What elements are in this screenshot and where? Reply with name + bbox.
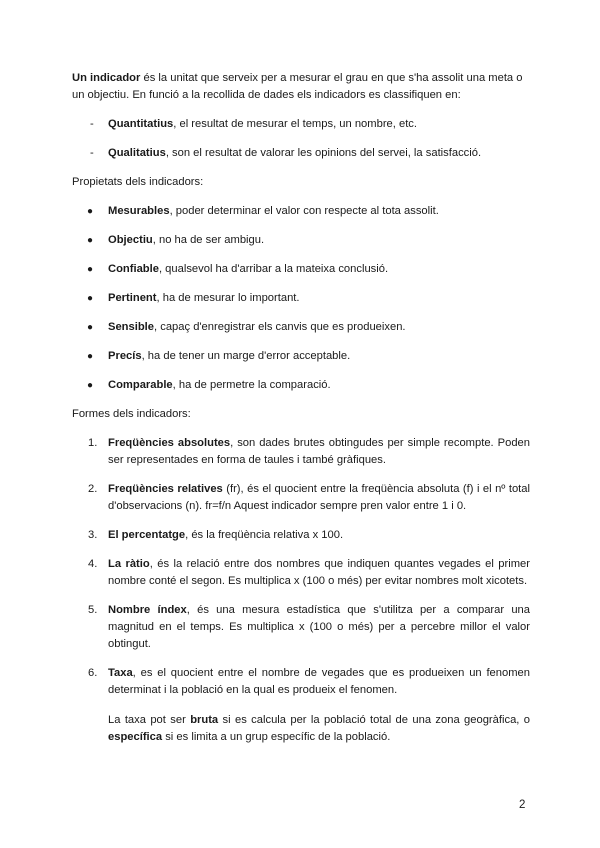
list-item [72,435,530,469]
properties-heading: Propietats dels indicadors: [72,176,204,188]
item-term: Sensible [108,321,155,333]
bullet-marker: ● [87,380,94,391]
item-term: El percentatge [108,529,186,541]
forms-heading: Formes dels indicadors: [72,408,191,420]
document-page [72,70,530,758]
item-term: Pertinent [108,292,157,304]
list-item [72,665,530,746]
list-item [72,348,530,365]
item-term: La ràtio [108,558,150,570]
item-text: (fr), és el quocient entre la freqüència absoluta (f) i el nº total d'observacions (n). fr=f/n Aquest indicador sempre pren valor entre 1 i 0. [108,483,531,512]
dash-marker: - [90,147,94,159]
number-marker: 2. [88,483,98,495]
item-term: Freqüències absolutes [108,437,231,449]
item-text: , el resultat de mesurar el temps, un nombre, etc. [173,118,418,130]
number-marker: 6. [88,667,98,679]
bullet-marker: ● [87,206,94,217]
taxa-note-mid: si es calcula per la població total de una zona geogràfica, o [218,714,530,726]
bullet-marker: ● [87,293,94,304]
dash-marker: - [90,118,94,130]
bullet-marker: ● [87,351,94,362]
taxa-note [108,712,530,746]
item-text: , capaç d'enregistrar els canvis que es produeixen. [154,321,406,333]
taxa-note-term-bruta: bruta [190,714,219,726]
bullet-marker: ● [87,264,94,275]
number-marker: 4. [88,558,98,570]
item-text: , ha de tener un marge d'error acceptable. [141,350,351,362]
item-term: Qualitatius [108,147,166,159]
list-item [72,527,530,544]
item-text: , son dades brutes obtingudes per simple recompte. Poden ser representades en forma de taules i també gràfiques. [108,437,530,466]
item-text: , poder determinar el valor con respecte al tota assolit. [169,205,439,217]
bullet-marker: ● [87,235,94,246]
item-text: , ha de mesurar lo important. [156,292,300,304]
item-term: Mesurables [108,205,170,217]
list-item [72,203,530,220]
item-term: Confiable [108,263,159,275]
list-item [72,232,530,249]
list-item [72,481,530,515]
item-term: Objectiu [108,234,153,246]
item-text: , no ha de ser ambigu. [152,234,265,246]
item-text: , son el resultat de valorar les opinions del servei, la satisfacció. [165,147,482,159]
number-marker: 5. [88,604,98,616]
taxa-note-post: si es limita a un grup específic de la població. [162,731,391,743]
item-term: Quantitatius [108,118,174,130]
intro-text: és la unitat que serveix per a mesurar el grau en que s'ha assolit una meta o un objectiu. En funció a la recollida de dades els indicadors es classifiquen en: [72,72,523,101]
item-term: Nombre índex [108,604,187,616]
intro-term: Un indicador [72,72,141,84]
classification-list [72,116,530,162]
list-item [72,319,530,336]
bullet-marker: ● [87,322,94,333]
properties-list [72,203,530,394]
number-marker: 1. [88,437,98,449]
taxa-note-term-especifica: específica [108,731,163,743]
list-item [72,602,530,653]
item-text: , és una mesura estadística que s'utilitza per a comparar una magnitud en el temps. Es multiplica x (100 o més) per a percebre millor el valor obtingut. [108,604,530,650]
item-text: , és la relació entre dos nombres que indiquen quantes vegades el primer nombre conté el segon. Es multiplica x (100 o més) per evitar nombres molt xicotets. [108,558,530,587]
item-term: Taxa [108,667,133,679]
taxa-note-pre: La taxa pot ser [108,714,191,726]
list-item [72,290,530,307]
list-item [72,556,530,590]
item-term: Freqüències relatives [108,483,223,495]
list-item [72,116,530,133]
item-text: , ha de permetre la comparació. [172,379,331,391]
item-text: , és la freqüència relativa x 100. [185,529,344,541]
item-term: Comparable [108,379,173,391]
intro-paragraph [72,70,530,104]
item-term: Precís [108,350,142,362]
number-marker: 3. [88,529,98,541]
list-item [72,377,530,394]
item-text: , qualsevol ha d'arribar a la mateixa conclusió. [158,263,389,275]
list-item [72,261,530,278]
list-item [72,145,530,162]
item-text: , es el quocient entre el nombre de vegades que es produeixen un fenomen determinat i la població en la qual es produeix el fenomen. [108,667,530,696]
forms-list [72,435,530,746]
page-number: 2 [519,799,526,811]
